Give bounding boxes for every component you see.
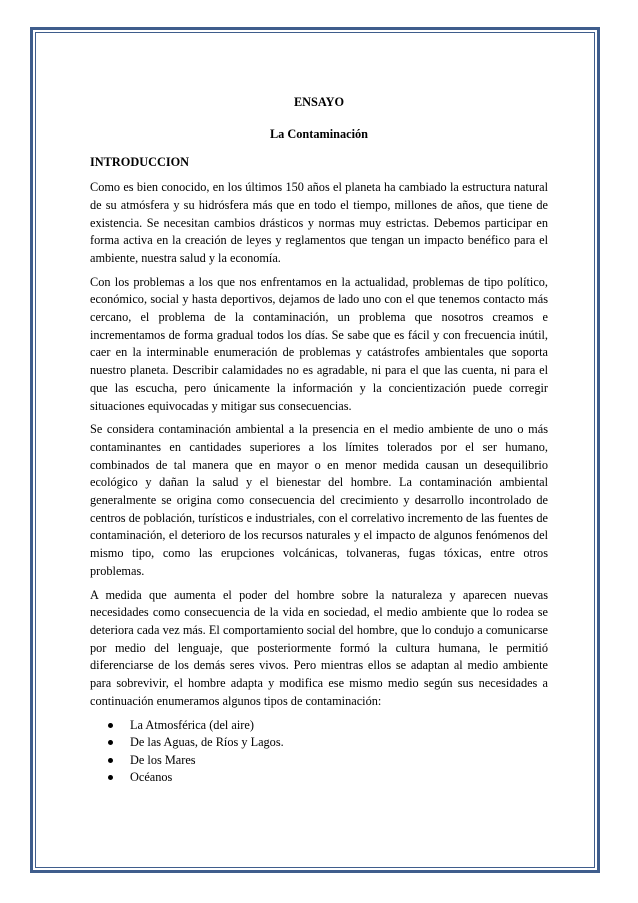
paragraph-3: Se considera contaminación ambiental a la presencia en el medio ambiente de uno o más contaminantes en cantidades superiores a los límites tolerados por el ser humano, combinados de tal manera que en mayor o en menor medida causan un desequilibrio ecológico y dañan la salud y el bienestar del hombre. La contaminación ambiental generalmente se origina como consecuencia del crecimiento y desarrollo incontrolado de centros de población, turísticos e industriales, con el correlativo incremento de las fuentes de contaminación, el deterioro de los recursos naturales y el impacto de algunos fenómenos del mismo tipo, como las erupciones volcánicas, tolvaneras, fugas tóxicas, entre otros problemas.	[90, 422, 548, 578]
list-item-label: La Atmosférica (del aire)	[130, 717, 254, 732]
document-subtitle: La Contaminación	[269, 126, 369, 141]
paragraph-2: Con los problemas a los que nos enfrentamos en la actualidad, problemas de tipo político, económico, social y hasta deportivos, dejamos de lado uno con el que tenemos contacto más cercano, el problema de la contaminación, un problema que nosotros creamos e incrementamos de forma gradual todos los días. Se sabe que es fácil y con frecuencia inútil, caer en la interminable enumeración de problemas y catástrofes ambientales que soporta nuestro planeta. Describir calamidades no es agradable, ni para el que las cuenta, ni para el que las escucha, pero únicamente la información y la concientización puede corregir situaciones equivocadas y mitigar sus consecuencias.	[90, 274, 548, 413]
paragraph-1: Como es bien conocido, en los últimos 150 años el planeta ha cambiado la estructura natural de su atmósfera y su hidrósfera más que en todo el tiempo, millones de años, que tiene de existencia. Se necesitan cambios drásticos y normas muy estrictas. Debemos participar en forma activa en la creación de leyes y reglamentos que tengan un impacto benéfico para el ambiente, nuestra salud y la economía.	[90, 180, 548, 265]
document-title: ENSAYO	[293, 95, 345, 109]
paragraph-4: A medida que aumenta el poder del hombre sobre la naturaleza y aparecen nuevas necesidades como consecuencia de la vida en sociedad, el medio ambiente que lo rodea se deteriora cada vez más. El comportamiento social del hombre, que lo condujo a comunicarse por medio del lenguaje, que posteriormente formó la cultura humana, le permitió diferenciarse de los demás seres vivos. Pero mientras ellos se adaptan al medio ambiente para sobrevivir, el hombre adapta y modifica ese mismo medio según sus necesidades a continuación enumeramos algunos tipos de contaminación:	[90, 587, 548, 708]
list-item-label: De los Mares	[130, 752, 196, 767]
list-item-label: De las Aguas, de Ríos y Lagos.	[130, 735, 284, 750]
list-item	[106, 752, 548, 770]
bullet-icon	[108, 740, 113, 745]
list-item	[106, 734, 548, 752]
bullet-icon	[108, 758, 113, 763]
section-heading: INTRODUCCION	[90, 155, 190, 170]
bullet-icon	[108, 723, 113, 728]
list-item	[106, 769, 548, 787]
document-body	[90, 94, 548, 787]
list-item-label: Océanos	[130, 770, 173, 785]
bullet-icon	[108, 775, 113, 780]
list-item	[106, 717, 548, 735]
contamination-types-list	[90, 717, 548, 787]
